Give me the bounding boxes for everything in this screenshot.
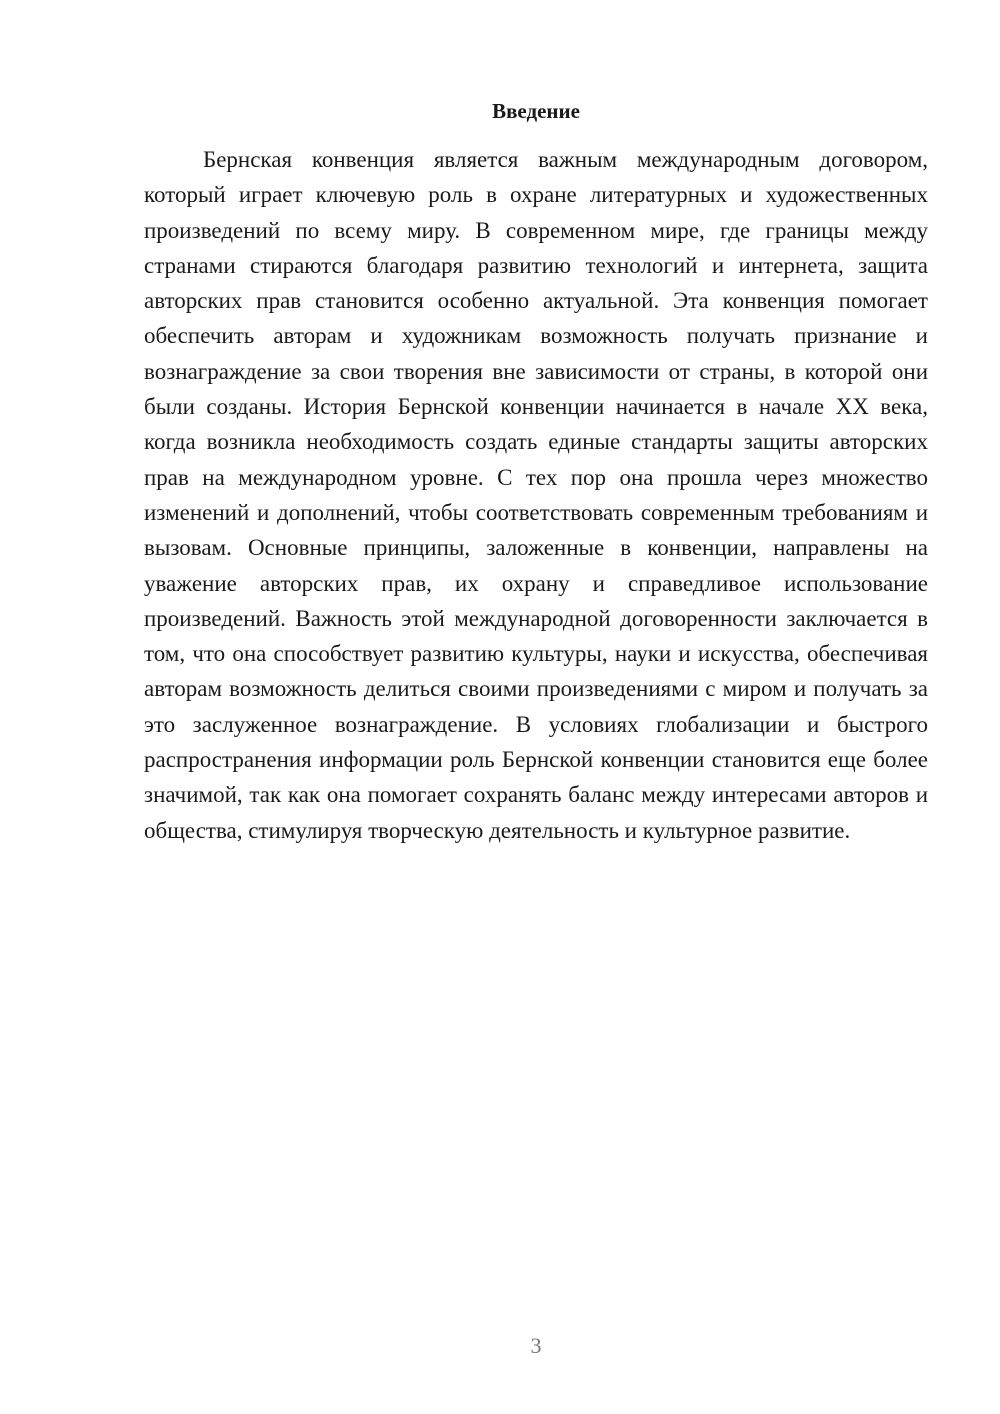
section-heading: Введение [492,99,580,123]
body-paragraph: Бернская конвенция является важным международным договором, который играет ключевую роль в охране литературных и художественных произведений по всему миру. В современном мире, где границы между странами стираются благодаря развитию технологий и интернета, защита авторских прав становится особенно актуальной. Эта конвенция помогает обеспечить авторам и художникам возможность получать признание и вознаграждение за свои творения вне зависимости от страны, в которой они были созданы. История Бернской конвенции начинается в начале XX века, когда возникла необходимость создать единые стандарты защиты авторских прав на международном уровне. С тех пор она прошла через множество изменений и дополнений, чтобы соответствовать современным требованиям и вызовам. Основные принципы, заложенные в конвенции, направлены на уважение авторских прав, их охрану и справедливое использование произведений. Важность этой международной договоренности заключается в том, что она способствует развитию культуры, науки и искусства, обеспечивая авторам возможность делиться своими произведениями с миром и получать за это заслуженное вознаграждение. В условиях глобализации и быстрого распространения информации роль Бернской конвенции становится еще более значимой, так как она помогает сохранять баланс между интересами авторов и общества, стимулируя творческую деятельность и культурное развитие. [144,147,928,843]
page-number: 3 [530,1333,542,1358]
